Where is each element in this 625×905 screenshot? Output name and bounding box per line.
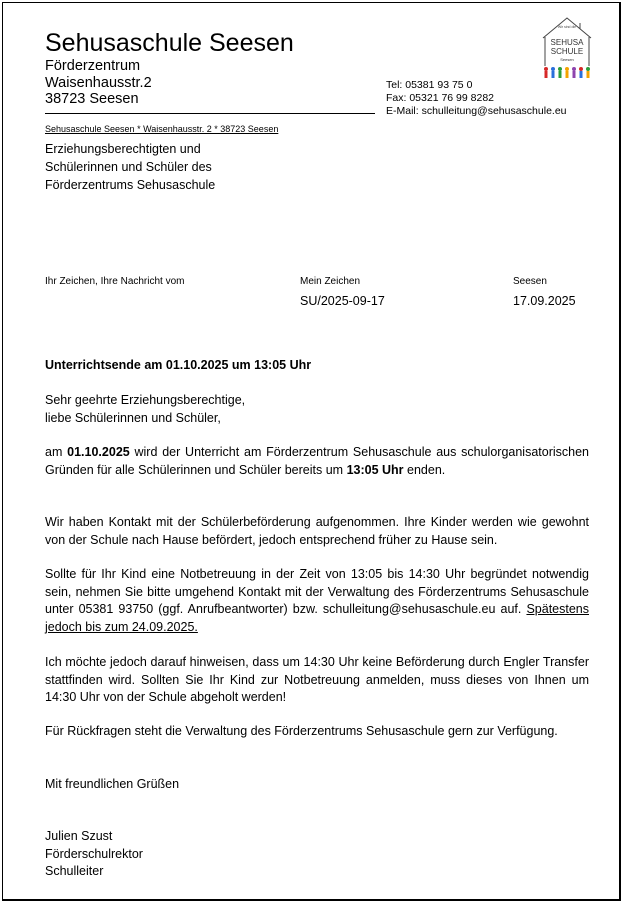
salutation [45, 392, 589, 427]
my-reference-value: SU/2025-09-17 [300, 294, 385, 308]
logo-child-body [580, 71, 583, 78]
end-date: 01.10.2025 [67, 445, 130, 459]
header-divider [45, 113, 375, 114]
email-address: E-Mail: schulleitung@sehusaschule.eu [386, 105, 567, 117]
signer-role: Schulleiter [45, 864, 104, 878]
logo-child-body [566, 71, 569, 78]
logo-roof-text: Wir sind die [557, 25, 577, 29]
paragraph-questions: Für Rückfragen steht die Verwaltung des Förderzentrums Sehusaschule gern zur Verfügung. [45, 724, 558, 738]
logo-child-body [587, 71, 590, 78]
signature-block [45, 828, 589, 881]
contact-block [386, 79, 567, 118]
salutation-line: liebe Schülerinnen und Schüler, [45, 410, 221, 425]
phone-number: Tel: 05381 93 75 0 [386, 79, 473, 91]
logo-child-head [579, 67, 583, 71]
recipient-line: Erziehungsberechtigten und [45, 142, 201, 156]
paragraph-text: enden. [403, 462, 446, 477]
paragraph-text: wird der Unterricht am Förderzentrum Sehusaschule aus schulorganisatorischen Gründen für alle Schülerinnen und Schüler bereits um [45, 445, 589, 477]
logo-children-figures [544, 67, 590, 78]
return-address: Sehusaschule Seesen * Waisenhausstr. 2 * 38723 Seesen [45, 124, 279, 134]
logo-child-head [586, 67, 590, 71]
salutation-line: Sehr geehrte Erziehungsberechtige, [45, 393, 246, 407]
signer-title: Förderschulrektor [45, 846, 143, 861]
deadline-note: Spätestens jedoch bis zum 24.09.2025. [45, 602, 589, 634]
school-name: Sehusaschule Seesen [45, 29, 294, 57]
sender-line: Förderzentrum [45, 58, 141, 74]
logo-child-head [572, 67, 576, 71]
logo-child-head [558, 67, 562, 71]
sender-line: Waisenhausstr.2 [45, 74, 152, 91]
logo-child-head [544, 67, 548, 71]
recipient-line: Förderzentrums Sehusaschule [45, 178, 216, 192]
logo-text-line3: Seesen [560, 57, 574, 62]
paragraph-pickup-notice: Ich möchte jedoch darauf hinweisen, dass um 14:30 Uhr keine Beförderung durch Engler Transfer stattfinden wird. Sollten Sie Ihr Kind zur Notbetreuung anmelden, muss dieses von Ihnen um 14:30 Uhr von der Schule abgeholt werden! [45, 655, 589, 704]
sender-address [45, 58, 152, 108]
paragraph-emergency-care [45, 566, 589, 636]
logo-child-body [559, 71, 562, 78]
logo-child-body [573, 71, 576, 78]
recipient-address [45, 140, 215, 194]
logo-child-head [565, 67, 569, 71]
paragraph-early-end [45, 444, 589, 479]
sender-line: 38723 Seesen [45, 91, 139, 107]
logo-child-head [551, 67, 555, 71]
logo-text-line2: SCHULE [550, 47, 584, 56]
end-time: 13:05 Uhr [346, 462, 404, 477]
school-house-logo-icon [540, 14, 594, 84]
logo-text-line1: SEHUSA [550, 38, 584, 47]
subject-line: Unterrichtsende am 01.10.2025 um 13:05 Uhr [45, 358, 312, 372]
place-label: Seesen [513, 276, 547, 287]
closing-greeting: Mit freundlichen Grüßen [45, 777, 180, 791]
letter-date: 17.09.2025 [513, 294, 576, 308]
your-reference-label: Ihr Zeichen, Ihre Nachricht vom [45, 276, 185, 287]
signer-name: Julien Szust [45, 829, 113, 843]
my-reference-label: Mein Zeichen [300, 276, 361, 287]
paragraph-text: Sollte für Ihr Kind eine Notbetreuung in der Zeit von 13:05 bis 14:30 Uhr begründet notwendig sein, nehmen Sie bitte umgehend Kontakt mit der Verwaltung des Förderzentrums Sehusaschule unter 05381 93750 (ggf. Anrufbeantworter) bzw. schulleitung@sehusaschule.eu auf. [45, 567, 589, 616]
recipient-line: Schülerinnen und Schüler des [45, 160, 212, 174]
fax-number: Fax: 05321 76 99 8282 [386, 92, 495, 104]
paragraph-transport: Wir haben Kontakt mit der Schülerbeförderung aufgenommen. Ihre Kinder werden wie gewohnt von der Schule nach Hause befördert, jedoch entsprechend früher zu Hause sein. [45, 515, 589, 547]
logo-child-body [545, 71, 548, 78]
logo-child-body [552, 71, 555, 78]
paragraph-text: am [45, 445, 68, 459]
